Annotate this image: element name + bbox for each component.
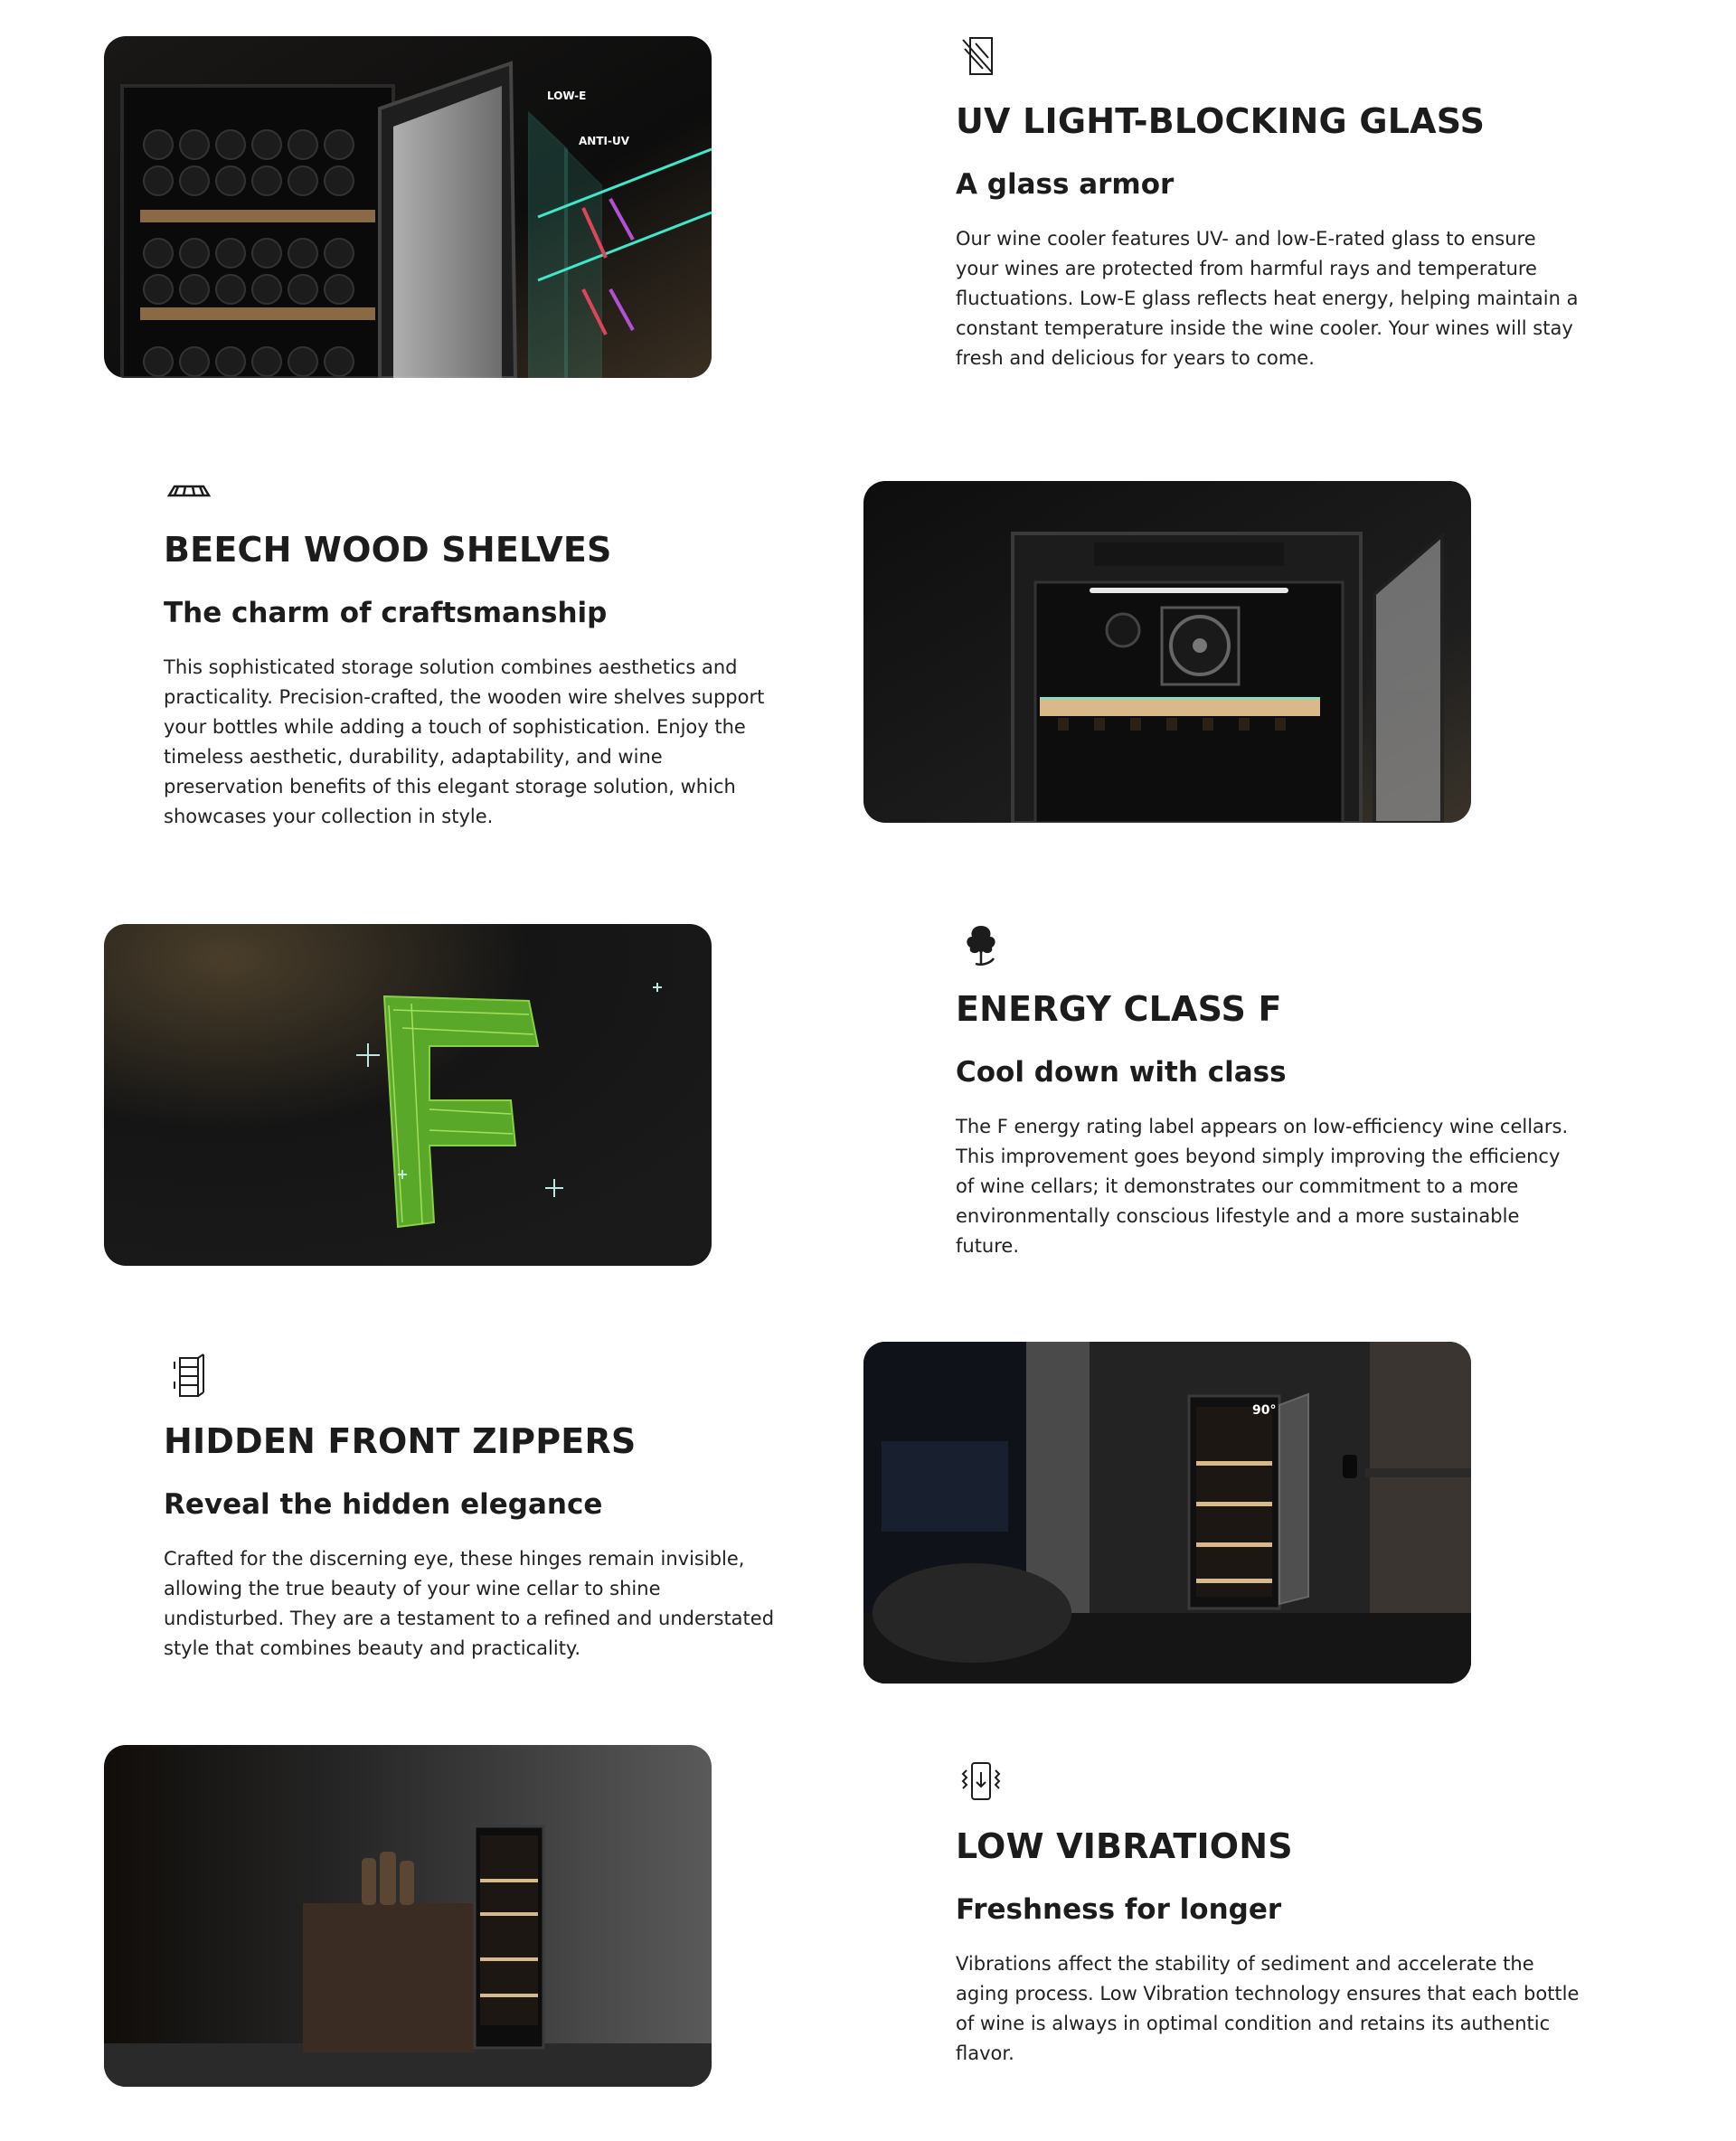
uv-glass-image	[104, 36, 712, 378]
feature-title: ENERGY CLASS F	[956, 989, 1282, 1029]
feature-subtitle: Freshness for longer	[956, 1893, 1282, 1926]
feature-title: HIDDEN FRONT ZIPPERS	[164, 1421, 637, 1461]
feature-subtitle: Reveal the hidden elegance	[164, 1488, 603, 1521]
energy-class-image	[104, 924, 712, 1266]
hidden-zippers-image	[863, 1342, 1471, 1684]
low-vibrations-text	[956, 1756, 1580, 2069]
feature-title: BEECH WOOD SHELVES	[164, 530, 612, 570]
hidden-zippers-text	[164, 1351, 778, 1664]
feature-description: Crafted for the discerning eye, these hinges remain invisible, allowing the true beauty of your wine cellar to shine undisturbed. They are a testament to a refined and understated style that combines beauty and practicality.	[164, 1548, 775, 1659]
door-angle-label: 90°	[1252, 1403, 1277, 1418]
feature-description: This sophisticated storage solution combines aesthetics and practicality. Precision-crafted, the wooden wire shelves support your bottles while adding a touch of sophistication. Enjoy the timeless aesthetic, durability, adaptability, and wine preservation benefits of this elegant storage solution, which showcases your collection in style.	[164, 656, 765, 827]
feature-description: Vibrations affect the stability of sediment and accelerate the aging process. Low Vibration technology ensures that each bottle of wine is always in optimal condition and retains its authentic flavor.	[956, 1953, 1580, 2064]
feature-title: LOW VIBRATIONS	[956, 1826, 1293, 1866]
uv-glass-text	[956, 31, 1580, 373]
feature-subtitle: Cool down with class	[956, 1056, 1287, 1089]
wood-shelf-icon	[164, 459, 214, 510]
feature-description: Our wine cooler features UV- and low-E-rated glass to ensure your wines are protected from harmful rays and temperature fluctuations. Low-E glass reflects heat energy, helping maintain a constant temperature inside the wine cooler. Your wines will stay fresh and delicious for years to come.	[956, 228, 1579, 369]
beech-wood-image	[863, 481, 1471, 823]
feature-subtitle: The charm of craftsmanship	[164, 597, 608, 629]
beech-wood-text	[164, 459, 778, 832]
hidden-hinge-icon	[164, 1351, 214, 1401]
vibration-phone-icon	[956, 1756, 1006, 1806]
glass-pane-icon	[956, 31, 1006, 81]
feature-description: The F energy rating label appears on low-efficiency wine cellars. This improvement goes beyond simply improving the efficiency of wine cellars; it demonstrates our commitment to a more environmentally conscious lifestyle and a more sustainable future.	[956, 1116, 1569, 1257]
low-e-label: LOW-E	[547, 90, 587, 102]
tree-leaf-icon	[956, 919, 1006, 969]
feature-subtitle: A glass armor	[956, 168, 1175, 201]
energy-class-text	[956, 919, 1580, 1261]
anti-uv-label: ANTI-UV	[579, 135, 629, 147]
low-vibrations-image	[104, 1745, 712, 2087]
feature-title: UV LIGHT-BLOCKING GLASS	[956, 101, 1486, 141]
